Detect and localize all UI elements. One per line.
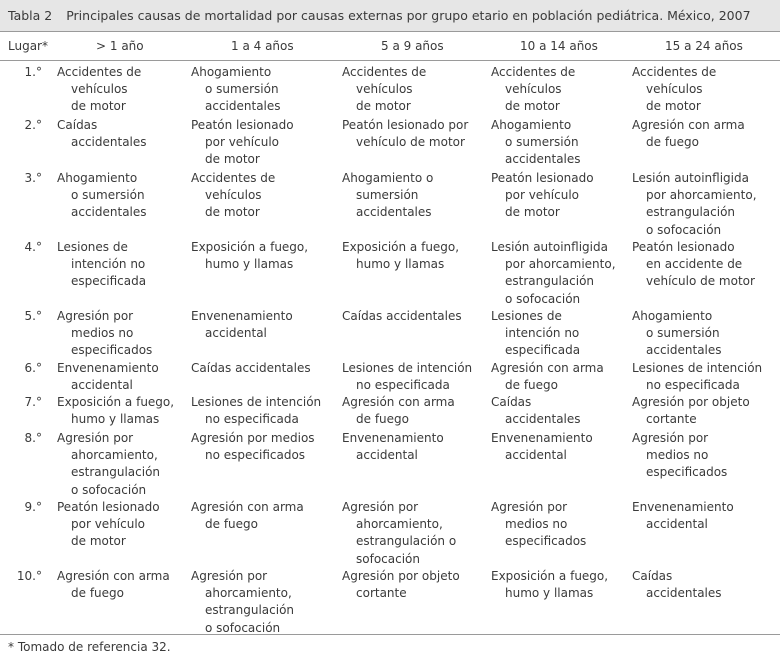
cell-line: Agresión por xyxy=(57,431,134,445)
cell-line: Envenenamiento xyxy=(191,309,293,323)
cell-line: de motor xyxy=(505,205,560,220)
table-cell xyxy=(491,239,616,308)
cell-line: o sofocación xyxy=(646,222,722,237)
footer-divider xyxy=(0,634,780,635)
cell-line: ahorcamiento, xyxy=(71,448,158,463)
cell-line: accidentales xyxy=(646,586,722,601)
table-cell xyxy=(57,64,141,116)
table-cell xyxy=(491,394,581,428)
cell-line: Peatón lesionado xyxy=(632,240,735,254)
rank-label: 1.° xyxy=(24,65,42,79)
table-cell xyxy=(191,308,293,342)
table-cell xyxy=(491,308,580,360)
cell-line: Lesión autoinfligida xyxy=(491,240,608,254)
cell-line: accidental xyxy=(356,448,418,463)
cell-line: Agresión por xyxy=(491,500,568,514)
table-cell xyxy=(632,568,722,602)
cell-line: medios no xyxy=(505,517,568,532)
cell-line: Caídas xyxy=(632,569,673,583)
table-cell xyxy=(191,64,281,116)
cell-line: en accidente de xyxy=(646,257,743,272)
cell-line: vehículo de motor xyxy=(646,274,755,289)
table-cell xyxy=(57,117,147,151)
table-cell xyxy=(191,430,315,464)
cell-line: Exposición a fuego, xyxy=(57,395,175,409)
cell-line: accidental xyxy=(205,326,267,341)
table-cell xyxy=(342,239,459,273)
table-cell xyxy=(491,499,586,551)
table-cell xyxy=(491,360,604,394)
cell-line: Lesiones de xyxy=(491,309,562,323)
cell-line: de motor xyxy=(205,152,260,167)
cell-line: Lesión autoinfligida xyxy=(632,171,749,185)
cell-line: Peatón lesionado xyxy=(191,118,294,132)
cell-line: no especificados xyxy=(205,448,306,463)
cell-line: o sofocación xyxy=(205,620,281,635)
table-cell xyxy=(57,360,159,394)
cell-line: Agresión por xyxy=(191,569,268,583)
cell-line: humo y llamas xyxy=(505,586,594,601)
table-cell xyxy=(57,239,146,291)
cell-line: humo y llamas xyxy=(356,257,445,272)
table-cell xyxy=(632,308,722,360)
footnote: * Tomado de referencia 32. xyxy=(8,640,171,654)
header-age-4: 10 a 14 años xyxy=(520,39,598,53)
cell-line: de motor xyxy=(205,205,260,220)
cell-line: humo y llamas xyxy=(205,257,294,272)
cell-line: Agresión con arma xyxy=(632,118,745,132)
cell-line: Agresión por xyxy=(632,431,709,445)
cell-line: Agresión por xyxy=(342,500,419,514)
table-cell xyxy=(191,170,275,222)
cell-line: Accidentes de xyxy=(491,65,576,79)
cell-line: vehículos xyxy=(71,82,128,97)
cell-line: de motor xyxy=(505,99,560,114)
table-cell xyxy=(491,568,608,602)
cell-line: no especificada xyxy=(205,412,299,427)
header-age-3: 5 a 9 años xyxy=(381,39,444,53)
cell-line: o sumersión xyxy=(71,188,145,203)
cell-line: especificados xyxy=(505,534,587,549)
cell-line: Accidentes de xyxy=(57,65,142,79)
table-cell xyxy=(342,308,462,325)
cell-line: Envenenamiento xyxy=(632,500,734,514)
cell-line: vehículos xyxy=(205,188,262,203)
cell-line: Accidentes de xyxy=(632,65,717,79)
cell-line: Agresión por objeto xyxy=(632,395,750,409)
table-cell xyxy=(632,360,762,394)
cell-line: Envenenamiento xyxy=(342,431,444,445)
cell-line: de motor xyxy=(356,99,411,114)
cell-line: estrangulación xyxy=(71,465,161,480)
cell-line: ahorcamiento, xyxy=(356,517,443,532)
cell-line: estrangulación xyxy=(205,603,295,618)
cell-line: vehículos xyxy=(505,82,562,97)
table-cell xyxy=(342,499,456,568)
table-cell xyxy=(57,499,160,551)
cell-line: Lesiones de intención xyxy=(191,395,322,409)
cell-line: especificada xyxy=(71,274,147,289)
cell-line: intención no xyxy=(71,257,146,272)
cell-line: de motor xyxy=(646,99,701,114)
cell-line: Caídas xyxy=(491,395,532,409)
cell-line: accidentales xyxy=(646,343,722,358)
cell-line: Agresión con arma xyxy=(342,395,455,409)
rank-label: 10.° xyxy=(16,569,42,583)
table-cell xyxy=(191,568,294,637)
cell-line: no especificada xyxy=(356,378,450,393)
table-cell xyxy=(491,117,581,169)
cell-line: vehículos xyxy=(356,82,413,97)
cell-line: Lesiones de intención xyxy=(342,361,473,375)
cell-line: por ahorcamiento, xyxy=(505,257,616,272)
cell-line: Exposición a fuego, xyxy=(491,569,609,583)
cell-line: Envenenamiento xyxy=(491,431,593,445)
cell-line: estrangulación xyxy=(646,205,736,220)
cell-line: accidentales xyxy=(505,412,581,427)
rank-label: 5.° xyxy=(24,309,42,323)
header-age-2: 1 a 4 años xyxy=(231,39,294,53)
header-age-1: > 1 año xyxy=(96,39,144,53)
table-cell xyxy=(632,430,727,482)
rank-label: 6.° xyxy=(24,361,42,375)
cell-line: Ahogamiento xyxy=(191,65,272,79)
cell-line: de fuego xyxy=(71,586,124,601)
cell-line: vehículo de motor xyxy=(356,135,465,150)
table-cell xyxy=(342,64,426,116)
cell-line: Caídas xyxy=(57,118,98,132)
table-cell xyxy=(57,170,147,222)
cell-line: de fuego xyxy=(205,517,258,532)
table-cell xyxy=(191,499,304,533)
table-cell xyxy=(57,430,160,499)
cell-line: Ahogamiento xyxy=(491,118,572,132)
table-cell xyxy=(57,308,152,360)
rank-label: 4.° xyxy=(24,240,42,254)
cell-line: Envenenamiento xyxy=(57,361,159,375)
cell-line: Ahogamiento xyxy=(632,309,713,323)
table-label: Tabla 2 xyxy=(8,8,53,23)
cell-line: accidentales xyxy=(205,99,281,114)
header-rank: Lugar* xyxy=(8,39,48,53)
cell-line: por vehículo xyxy=(71,517,146,532)
table-cell xyxy=(491,64,575,116)
cell-line: o sofocación xyxy=(71,482,147,497)
table-cell xyxy=(632,394,750,428)
table-cell xyxy=(342,568,460,602)
cell-line: medios no xyxy=(646,448,709,463)
cell-line: estrangulación xyxy=(505,274,595,289)
table-cell xyxy=(342,170,433,222)
cell-line: Exposición a fuego, xyxy=(342,240,460,254)
cell-line: Lesiones de xyxy=(57,240,128,254)
cell-line: Peatón lesionado por xyxy=(342,118,469,132)
cell-line: de motor xyxy=(71,99,126,114)
cell-line: o sumersión xyxy=(505,135,579,150)
cell-line: accidentales xyxy=(505,152,581,167)
table-cell xyxy=(191,117,294,169)
cell-line: de fuego xyxy=(356,412,409,427)
cell-line: Agresión por xyxy=(57,309,134,323)
table-cell xyxy=(342,360,472,394)
table-cell xyxy=(491,430,593,464)
cell-line: accidentales xyxy=(71,205,147,220)
cell-line: Exposición a fuego, xyxy=(191,240,309,254)
table-caption: Principales causas de mortalidad por causas externas por grupo etario en población pediátrica. México, 2007 xyxy=(66,8,751,23)
table-title-bar xyxy=(0,0,780,31)
rank-label: 3.° xyxy=(24,171,42,185)
table-header-row xyxy=(0,31,780,61)
table-cell xyxy=(632,239,755,291)
cell-line: de fuego xyxy=(646,135,699,150)
cell-line: Caídas accidentales xyxy=(191,361,311,375)
table-cell xyxy=(191,239,308,273)
cell-line: por vehículo xyxy=(505,188,580,203)
cell-line: accidental xyxy=(71,378,133,393)
cell-line: de motor xyxy=(71,534,126,549)
cell-line: por ahorcamiento, xyxy=(646,188,757,203)
table-cell xyxy=(632,499,734,533)
table-cell xyxy=(632,64,716,116)
cell-line: Ahogamiento o xyxy=(342,171,434,185)
cell-line: Peatón lesionado xyxy=(57,500,160,514)
cell-line: accidentales xyxy=(71,135,147,150)
header-age-5: 15 a 24 años xyxy=(665,39,743,53)
cell-line: Agresión con arma xyxy=(57,569,170,583)
cell-line: o sumersión xyxy=(205,82,279,97)
cell-line: o sofocación xyxy=(505,291,581,306)
cell-line: Agresión por medios xyxy=(191,431,315,445)
rank-label: 7.° xyxy=(24,395,42,409)
table-cell xyxy=(342,117,468,151)
cell-line: especificados xyxy=(71,343,153,358)
table-cell xyxy=(191,394,321,428)
cell-line: Caídas accidentales xyxy=(342,309,462,323)
cell-line: Agresión con arma xyxy=(491,361,604,375)
table-cell xyxy=(632,117,745,151)
cell-line: Agresión por objeto xyxy=(342,569,460,583)
cell-line: accidentales xyxy=(356,205,432,220)
cell-line: de fuego xyxy=(505,378,558,393)
table-cell xyxy=(491,170,594,222)
cell-line: Agresión con arma xyxy=(191,500,304,514)
cell-line: sumersión xyxy=(356,188,419,203)
table-cell xyxy=(57,568,170,602)
cell-line: especificada xyxy=(505,343,581,358)
rank-label: 9.° xyxy=(24,500,42,514)
cell-line: intención no xyxy=(505,326,580,341)
table-cell xyxy=(57,394,174,428)
cell-line: humo y llamas xyxy=(71,412,160,427)
cell-line: medios no xyxy=(71,326,134,341)
rank-label: 2.° xyxy=(24,118,42,132)
table-cell xyxy=(191,360,311,377)
cell-line: accidental xyxy=(646,517,708,532)
cell-line: estrangulación o xyxy=(356,534,457,549)
cell-line: ahorcamiento, xyxy=(205,586,292,601)
cell-line: accidental xyxy=(505,448,567,463)
cell-line: especificados xyxy=(646,465,728,480)
cell-line: no especificada xyxy=(646,378,740,393)
table-cell xyxy=(342,394,455,428)
rank-label: 8.° xyxy=(24,431,42,445)
table-cell xyxy=(632,170,757,239)
cell-line: Ahogamiento xyxy=(57,171,138,185)
cell-line: sofocación xyxy=(356,551,420,566)
cell-line: o sumersión xyxy=(646,326,720,341)
cell-line: por vehículo xyxy=(205,135,280,150)
cell-line: Accidentes de xyxy=(342,65,427,79)
cell-line: Lesiones de intención xyxy=(632,361,763,375)
cell-line: cortante xyxy=(356,586,407,601)
cell-line: Accidentes de xyxy=(191,171,276,185)
cell-line: cortante xyxy=(646,412,697,427)
cell-line: Peatón lesionado xyxy=(491,171,594,185)
cell-line: vehículos xyxy=(646,82,703,97)
table-cell xyxy=(342,430,444,464)
